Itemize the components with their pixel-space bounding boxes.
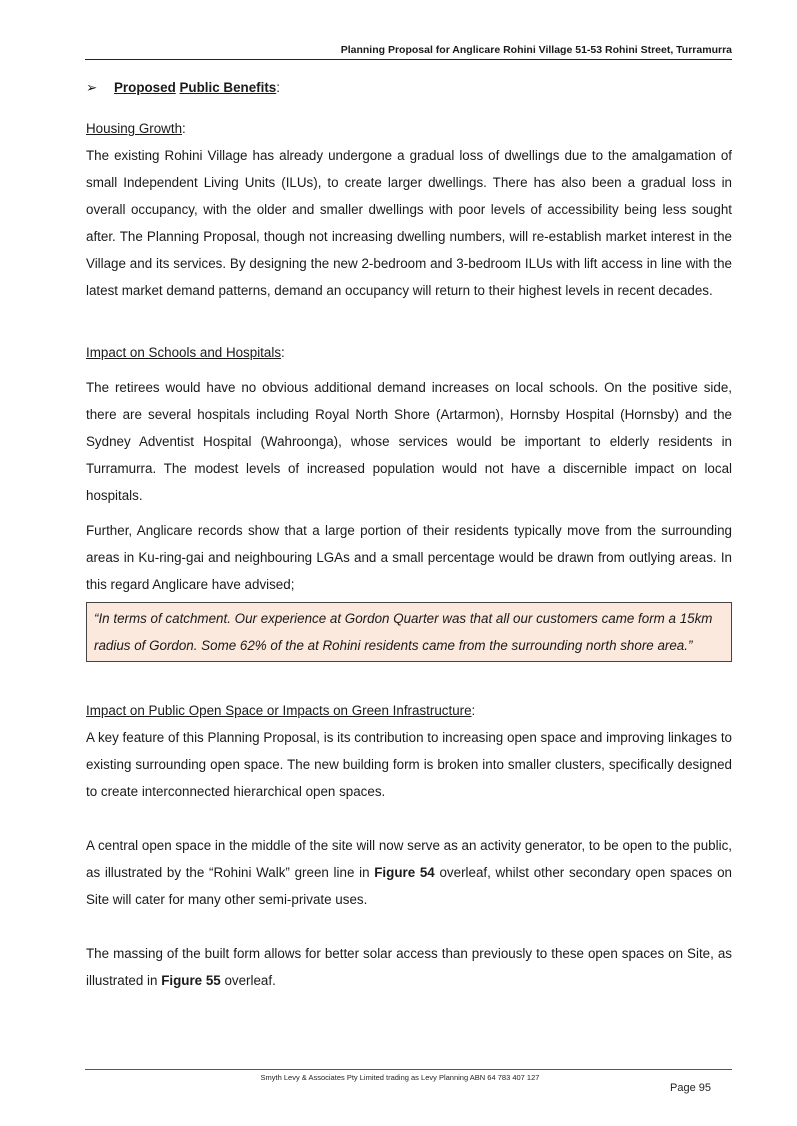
open-space-paragraph-3 (86, 940, 732, 994)
footer-company: Smyth Levy & Associates Pty Limited trading as Levy Planning ABN 64 783 407 127 (260, 1073, 540, 1082)
schools-paragraph-2: Further, Anglicare records show that a large portion of their residents typically move from the surrounding areas in Ku-ring-gai and neighbouring LGAs and a small percentage would be drawn from outlying areas. In this regard Anglicare have advised; (86, 523, 732, 592)
para2-text-a: A central open space in the middle of the site will now serve as an activity generator, to be open to the public, as illustrated by the “Rohini Walk” green line in (86, 838, 732, 880)
page-content (86, 74, 732, 994)
running-header: Planning Proposal for Anglicare Rohini Village 51-53 Rohini Street, Turramurra (85, 44, 732, 60)
para3-text-b: overleaf. (220, 973, 276, 988)
open-space-title: Impact on Public Open Space or Impacts on Green Infrastructure (86, 703, 472, 718)
schools-paragraph-1: The retirees would have no obvious additional demand increases on local schools. On the positive side, there are several hospitals including Royal North Shore (Artarmon), Hornsby Hospital (Hornsby) and the Sydney Adventist Hospital (Wahroonga), whose services would be important to elderly residents in Turramurra. The modest levels of increased population would not have a discernible impact on local hospitals. (86, 380, 732, 503)
schools-colon: : (281, 345, 285, 360)
para3-text-a: The massing of the built form allows for better solar access than previously to these open spaces on Site, as illustrated in (86, 946, 732, 988)
arrow-bullet-icon: ➢ (86, 80, 98, 95)
open-space-colon: : (471, 703, 476, 718)
heading-colon: : (276, 80, 280, 95)
housing-heading (86, 115, 732, 142)
figure-54-reference: Figure 54 (374, 865, 435, 880)
heading-public-benefits: Public Benefits (179, 80, 277, 95)
housing-colon: : (182, 121, 186, 136)
schools-title: Impact on Schools and Hospitals (86, 345, 282, 360)
footer-divider (85, 1069, 732, 1070)
section-heading (86, 74, 732, 101)
housing-paragraph: The existing Rohini Village has already undergone a gradual loss of dwellings due to the amalgamation of small Independent Living Units (ILUs), to create larger dwellings. There has also been a gradual loss in overall occupancy, with the older and smaller dwellings with poor levels of accessibility being less sought after. The Planning Proposal, though not increasing dwelling numbers, will re-establish market interest in the Village and its services. By designing the new 2-bedroom and 3-bedroom ILUs with lift access in line with the latest market demand patterns, demand an occupancy will return to their highest levels in recent decades. (86, 148, 732, 298)
open-space-paragraph-1: A key feature of this Planning Proposal, is its contribution to increasing open space and improving linkages to existing surrounding open space. The new building form is broken into smaller clusters, specifically designed to create interconnected hierarchical open spaces. (86, 730, 732, 799)
page-number: Page 95 (670, 1082, 711, 1094)
para2-text-b: overleaf, whilst other secondary open spaces on Site will cater for many other semi-private uses. (86, 865, 732, 907)
anglicare-quote: “In terms of catchment. Our experience at Gordon Quarter was that all our customers came form a 15km radius of Gordon. Some 62% of the at Rohini residents came from the surrounding north shore area.” (86, 602, 732, 662)
open-space-paragraph-2 (86, 832, 732, 913)
housing-title: Housing Growth (86, 121, 183, 136)
schools-heading (86, 339, 732, 366)
figure-55-reference: Figure 55 (161, 973, 221, 988)
heading-word-proposed: Proposed (114, 80, 176, 95)
open-space-heading (86, 697, 732, 724)
